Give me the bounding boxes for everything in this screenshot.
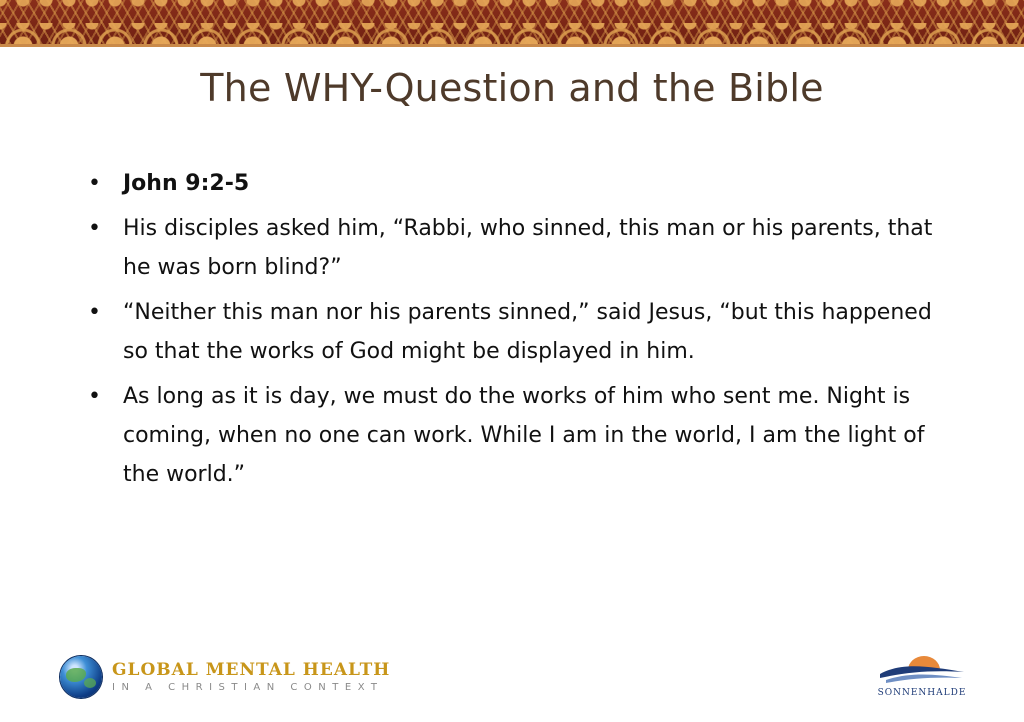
bullet-text: As long as it is day, we must do the works of him who sent me. Night is coming, when no one can work. While I am in the world, I am the light of the world.” bbox=[123, 384, 925, 487]
bullet-item bbox=[88, 209, 948, 287]
bullet-item bbox=[88, 164, 948, 203]
bullet-dot: • bbox=[88, 300, 101, 325]
bullet-dot: • bbox=[88, 171, 101, 196]
logo-sub-text: IN A CHRISTIAN CONTEXT bbox=[112, 682, 384, 693]
bullet-item bbox=[88, 377, 948, 494]
sonnenhalde-logo bbox=[872, 652, 972, 702]
bullet-dot: • bbox=[88, 216, 101, 241]
logo-main-text: GLOBAL MENTAL HEALTH bbox=[112, 660, 391, 680]
sonnenhalde-text: SONNENHALDE bbox=[877, 688, 967, 698]
bullet-text: His disciples asked him, “Rabbi, who sinned, this man or his parents, that he was born blind?” bbox=[123, 216, 933, 280]
bullet-list bbox=[88, 164, 948, 500]
decorative-banner bbox=[0, 0, 1024, 46]
bullet-dot: • bbox=[88, 384, 101, 409]
bullet-item bbox=[88, 293, 948, 371]
sunrise-wave-icon bbox=[872, 652, 972, 688]
globe-icon bbox=[60, 656, 102, 698]
slide-title: The WHY-Question and the Bible bbox=[200, 66, 824, 110]
global-mental-health-logo bbox=[60, 656, 391, 700]
banner-edge bbox=[0, 44, 1024, 47]
bullet-text: John 9:2-5 bbox=[123, 171, 250, 196]
bullet-text: “Neither this man nor his parents sinned,” said Jesus, “but this happened so that the works of God might be displayed in him. bbox=[123, 300, 932, 364]
